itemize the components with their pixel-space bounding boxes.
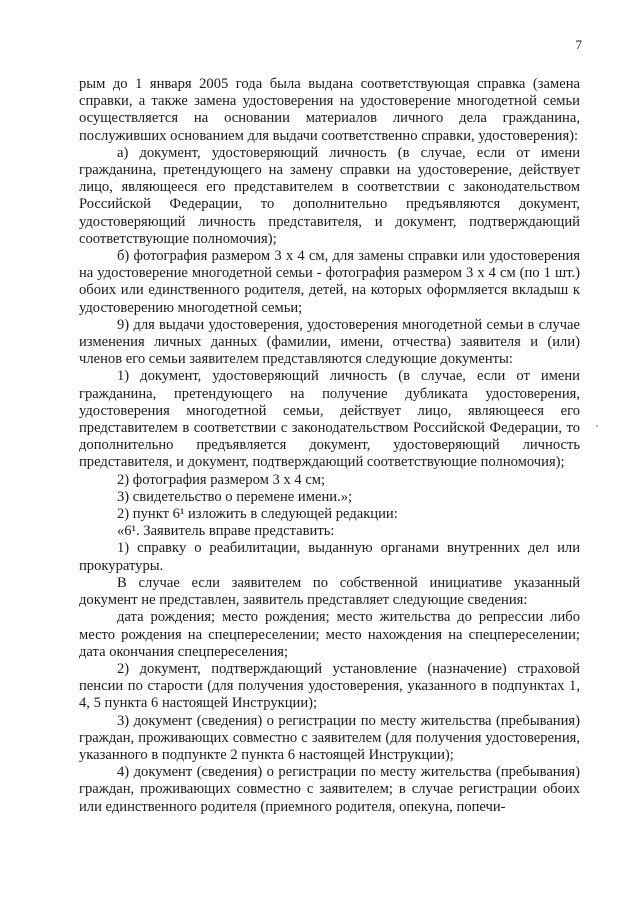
scan-speck xyxy=(596,425,598,427)
paragraph: 2) фотография размером 3 х 4 см; xyxy=(117,471,326,488)
paragraph: 4) документ (сведения) о регистрации по месту жительства (пребывания) граждан, проживающих совместно с заявителем; в случае регистрации обоих или единственного родителя (приемного родителя, опекуна, попечи- xyxy=(79,764,580,815)
paragraph: 1) справку о реабилитации, выданную органами внутренних дел или прокуратуры. xyxy=(79,540,580,574)
paragraph: 2) пункт 6¹ изложить в следующей редакции: xyxy=(117,506,398,523)
paragraph: дата рождения; место рождения; место жительства до репрессии либо место рождения на спецпереселении; место нахождения на спецпереселении; дата окончания спецпереселения; xyxy=(79,609,580,660)
paragraph: а) документ, удостоверяющий личность (в случае, если от имени гражданина, претендующего на замену справки на удостоверение, действует лицо, являющееся его представителем в соответствии с законодательством Российской Федерации, то дополнительно предъявляются документ, удостоверяющий личность представителя, и документ, подтверждающий соответствующие полномочия); xyxy=(79,144,580,247)
paragraph: 1) документ, удостоверяющий личность (в случае, если от имени гражданина, претендующего на получение дубликата удостоверения, удостоверения многодетной семьи, действует лицо, являющееся его представителем в соответствии с законодательством Российской Федерации, то дополнительно предъявляется документ, удостоверяющий личность представителя, и документ, подтверждающий соответствующие полномочия); xyxy=(79,368,580,471)
document-body xyxy=(79,76,580,816)
paragraph: 3) свидетельство о перемене имени.»; xyxy=(117,488,353,505)
paragraph: 9) для выдачи удостоверения, удостоверения многодетной семьи в случае изменения личных данных (фамилии, имени, отчества) заявителя и (или) членов его семьи заявителем представляются следующие документы: xyxy=(79,316,580,368)
paragraph: б) фотография размером 3 х 4 см, для замены справки или удостоверения на удостоверение многодетной семьи - фотография размером 3 х 4 см (по 1 шт.) обоих или единственного родителя, детей, на которых оформляется вкладыш к удостоверению многодетной семьи; xyxy=(79,248,580,316)
paragraph: 2) документ, подтверждающий установление (назначение) страховой пенсии по старости (для получения удостоверения, указанного в подпунктах 1, 4, 5 пункта 6 настоящей Инструкции); xyxy=(79,660,580,712)
paragraph: рым до 1 января 2005 года была выдана соответствующая справка (замена справки, а также замена удостоверения на удостоверение многодетной семьи осуществляется на основании материалов личного дела гражданина, послуживших основанием для выдачи соответственно справки, удостоверения): xyxy=(79,76,580,144)
paragraph: В случае если заявителем по собственной инициативе указанный документ не представлен, заявитель представляет следующие сведения: xyxy=(79,574,580,609)
paragraph: 3) документ (сведения) о регистрации по месту жительства (пребывания) граждан, проживающих совместно с заявителем (для получения удостоверения, указанного в подпункте 2 пункта 6 настоящей Инструкции); xyxy=(79,712,580,763)
paragraph: «6¹. Заявитель вправе представить: xyxy=(117,523,335,540)
page-number: 7 xyxy=(575,37,582,52)
